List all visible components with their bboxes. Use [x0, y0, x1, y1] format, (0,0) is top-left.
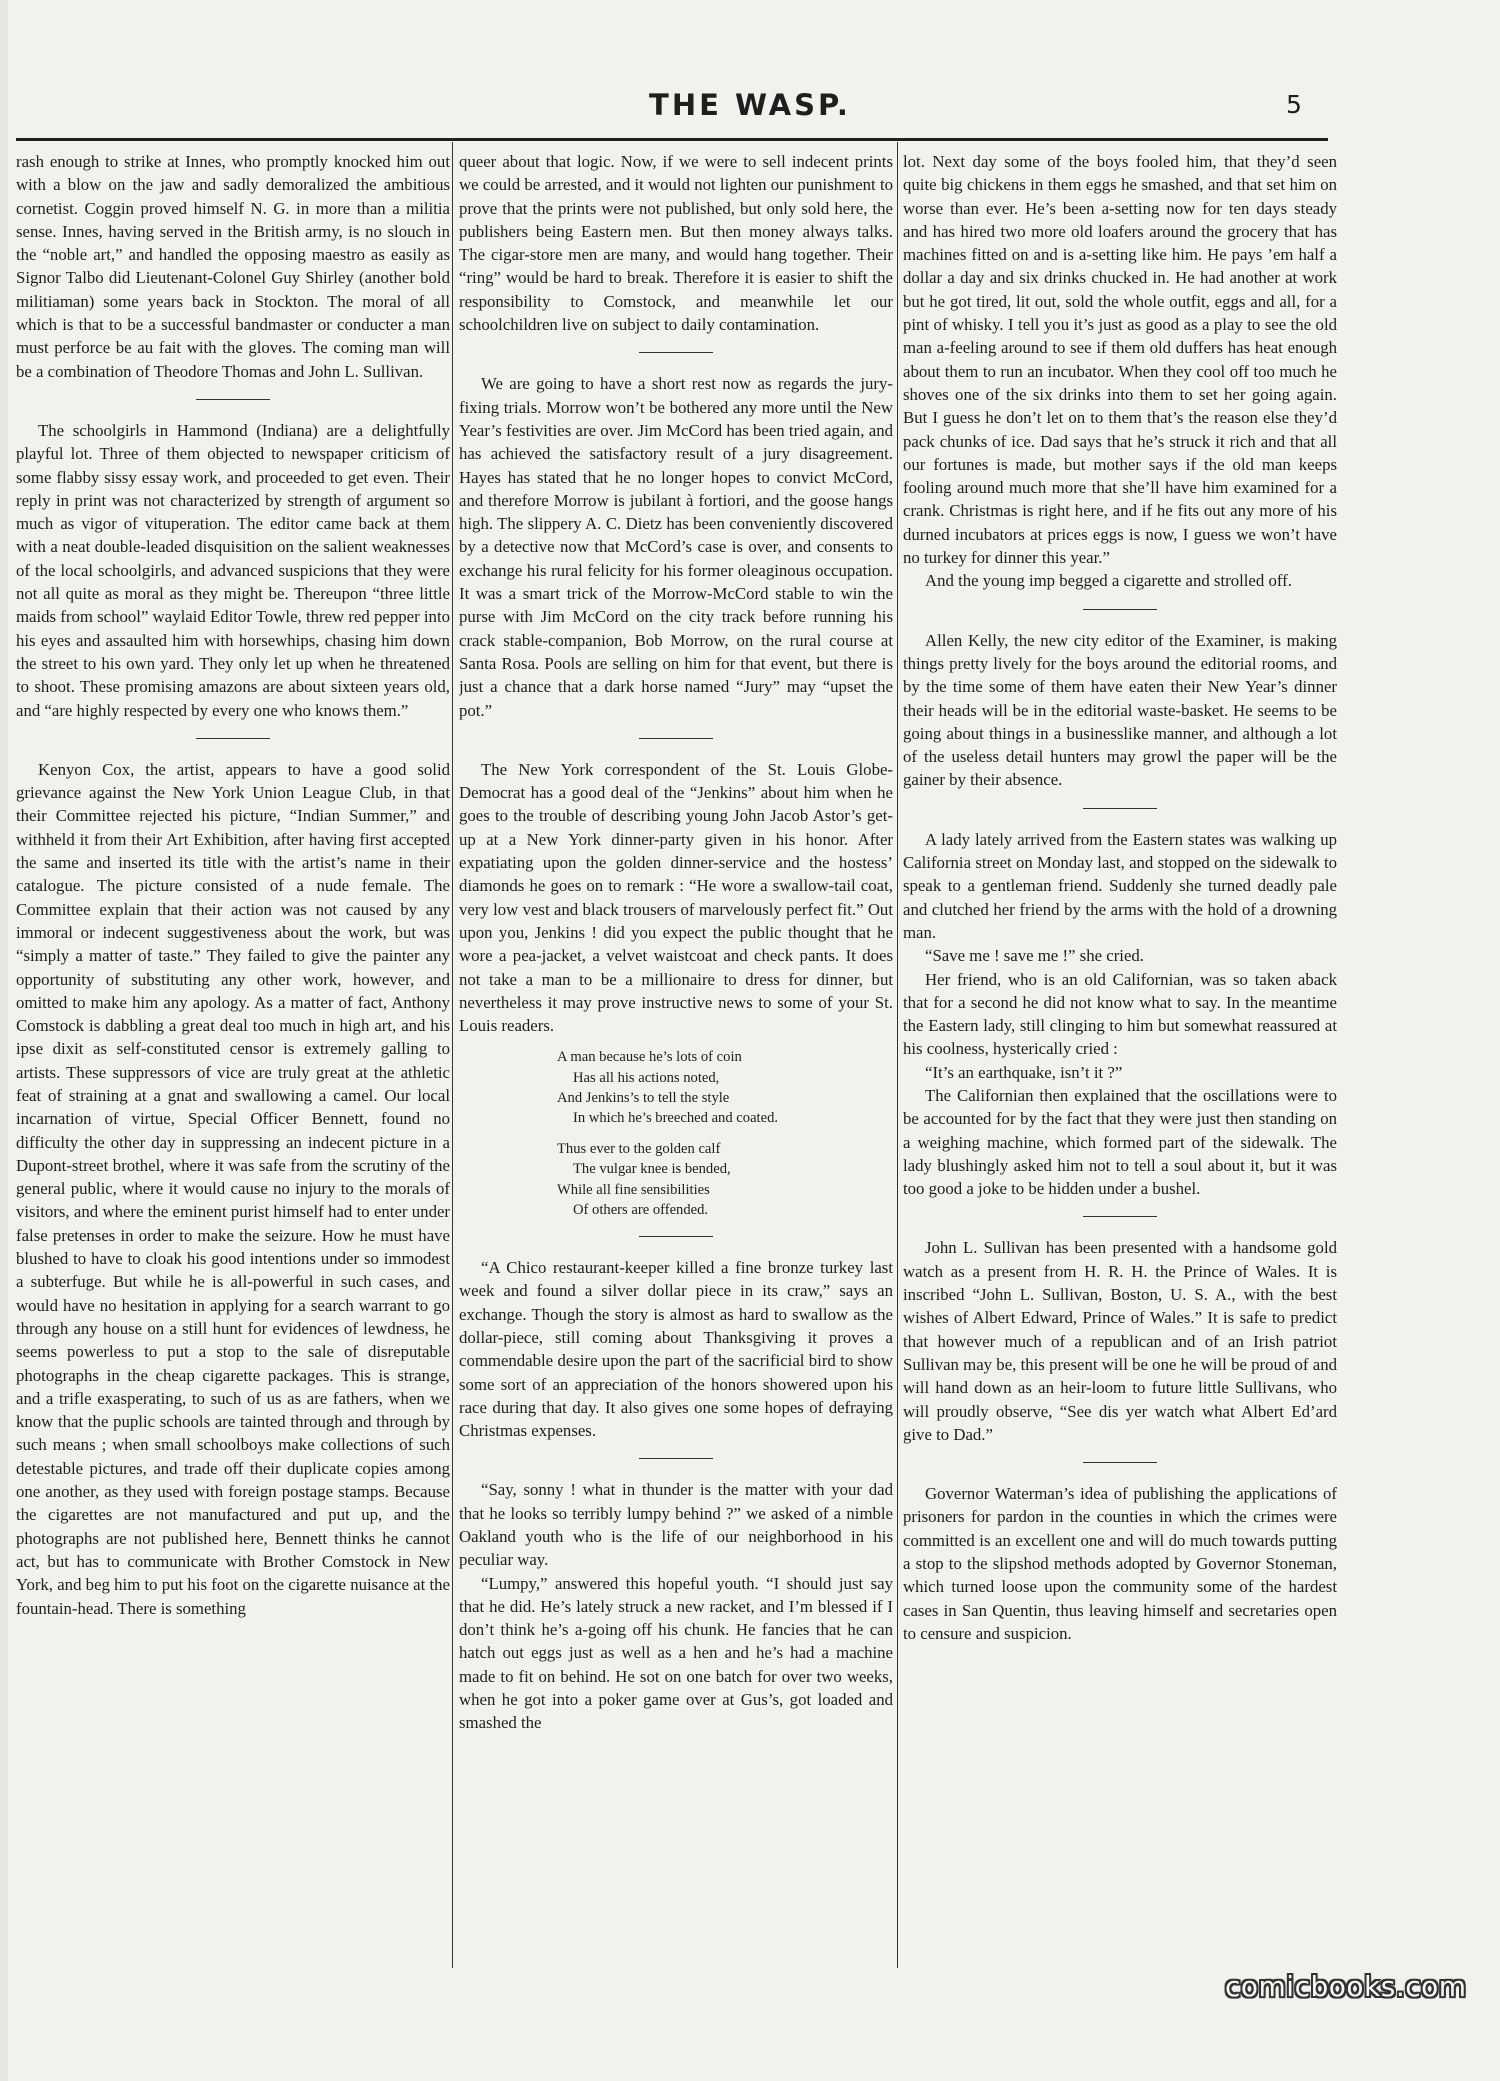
poem-line: In which he’s breeched and coated.: [573, 1110, 779, 1126]
article-separator: [196, 738, 270, 739]
article-separator: [1083, 1462, 1157, 1463]
header-rule: [16, 138, 1328, 141]
poem-line: Of others are offended.: [573, 1201, 709, 1218]
paragraph: “Say, sonny ! what in thunder is the matter with your dad that he looks so terribly lumpy behind ?” we asked of a nimble Oakland youth who is the life of our neighborhood in his peculiar way.: [459, 1480, 893, 1570]
paragraph: A lady lately arrived from the Eastern states was walking up California street on Monday last, and stopped on the sidewalk to speak to a gentleman friend. Suddenly she turned deadly pale and clutched her friend by the arms with the hold of a drowning man.: [903, 829, 1337, 942]
paragraph: “It’s an earthquake, isn’t it ?”: [925, 1062, 1123, 1082]
poem-line: Thus ever to the golden calf: [557, 1141, 721, 1158]
article: [16, 150, 450, 383]
article: [459, 150, 893, 336]
paragraph: Governor Waterman’s idea of publishing the applications of prisoners for pardon in the counties in which the crimes were committed is an excellent one and will do much towards putting a stop to the slipshod methods adopted by Governor Stoneman, which turned loose upon the community some of the hardest cases in San Quentin, thus leaving himself and secretaries open to censure and suspicion.: [903, 1484, 1337, 1643]
article: [16, 419, 450, 722]
paragraph: “Save me ! save me !” she cried.: [925, 946, 1144, 966]
article-separator: [1083, 609, 1157, 610]
article: [459, 758, 893, 1220]
article: [903, 1236, 1337, 1446]
article: [459, 1478, 893, 1734]
masthead: THE WASP.: [649, 88, 851, 122]
article: [903, 1482, 1337, 1645]
article-separator: [196, 399, 270, 400]
paragraph: The New York correspondent of the St. Louis Globe-Democrat has a good deal of the “Jenkins” about him when he goes to the trouble of describing young John Jacob Astor’s get-up at a New York dinner-party given in his honor. After expatiating upon the golden dinner-service and the hostess’ diamonds he goes on to remark : “He wore a swallow-tail coat, very low vest and black trousers of marvelously perfect fit.” Out upon you, Jenkins ! did you expect the public thought that he wore a pea-jacket, a velvet waistcoat and check pants. It does not take a man to be a millionaire to dress for dinner, but nevertheless it may prove instructive news to some of your St. Louis readers.: [459, 759, 893, 1036]
poem-line: The vulgar knee is bended,: [573, 1161, 731, 1178]
page-header: [0, 88, 1500, 128]
poem-line: And Jenkins’s to tell the style: [557, 1089, 730, 1106]
article: [16, 758, 450, 1620]
poem: [557, 1047, 893, 1220]
poem-stanza: [557, 1047, 893, 1128]
column-2: [459, 150, 893, 1975]
paragraph: “Lumpy,” answered this hopeful youth. “I should just say that he did. He’s lately struck a new racket, and I’m blessed if I don’t think he’s a-going off his chunk. He fancies that he can hatch out eggs just as well as a hen and he’s had a machine made to fit on behind. He sot on one batch for over two weeks, when he got into a poker game over at Gus’s, got loaded and smashed the: [459, 1573, 893, 1733]
column-3: [903, 150, 1337, 1975]
poem-stanza: [557, 1139, 893, 1220]
article: [903, 629, 1337, 792]
poem-line: While all fine sensibilities: [557, 1181, 710, 1198]
poem-line: A man because he’s lots of coin: [557, 1049, 742, 1066]
paragraph: John L. Sullivan has been presented with a handsome gold watch as a present from H. R. H. the Prince of Wales. It is inscribed “John L. Sullivan, Boston, U. S. A., with the best wishes of Albert Edward, Prince of Wales.” It is safe to predict that however much of a republican and of an Irish patriot Sullivan may be, this present will be one he will be proud of and will hand down as an heir-loom to future little Sullivans, who will proudly observe, “See dis yer watch what Albert Ed’ard give to Dad.”: [903, 1238, 1337, 1444]
poem-line: Has all his actions noted,: [573, 1069, 720, 1086]
watermark-logo: comicbooks.com: [1225, 1970, 1467, 2003]
paragraph: The schoolgirls in Hammond (Indiana) are a delightfully playful lot. Three of them objected to newspaper criticism of some flabby sissy essay work, and proceeded to get even. Their reply in print was not characterized by strength of argument so much as vigor of vituperation. The editor came back at them with a neat double-leaded disquisition on the salient weaknesses of the local schoolgirls, and advanced suspicions that they were not all quite as moral as they might be. Thereupon “three little maids from school” waylaid Editor Towle, threw red pepper into his eyes and assaulted him with horsewhips, chasing him down the street to his own yard. They only let up when he threatened to shoot. These promising amazons are about sixteen years old, and “are highly respected by every one who knows them.”: [16, 420, 450, 720]
paragraph: We are going to have a short rest now as regards the jury-fixing trials. Morrow won’t be bothered any more until the New Year’s festivities are over. Jim McCord has been tried again, and has achieved the satisfactory result of a jury disagreement. Hayes has stated that he no longer hopes to convict McCord, and therefore Morrow is jubilant à fortiori, and the goose hangs high. The slippery A. C. Dietz has been conveniently discovered by a detective now that McCord’s case is over, and consents to exchange his rural felicity for his former oleaginous occupation. It was a smart trick of the Morrow-McCord stable to win the purse with Jim McCord on the city track before running his crack stable-companion, Bob Morrow, on the rural course at Santa Rosa. Pools are selling on him for that event, but there is just a chance that a dark horse named “Jury” may “upset the pot.”: [459, 374, 893, 720]
paragraph: Kenyon Cox, the artist, appears to have a good solid grievance against the New York Union League Club, in that their Committee rejected his picture, “Indian Summer,” and withheld it from their Art Exhibition, after having first accepted the same and inserted its title with the artist’s name in their catalogue. The picture consisted of a nude female. The Committee explain that their action was not caused by any immoral or indecent suggestiveness about the work, but was “simply a matter of taste.” They failed to give the painter any opportunity of substituting any other work, however, and omitted to make him any apology. As a matter of fact, Anthony Comstock is dabbling a great deal too much in high art, and his ipse dixit as self-constituted censor is extremely galling to artists. These suppressors of vice are truly great at the athletic feat of straining at a gnat and swallowing a camel. Our local incarnation of virtue, Special Officer Bennett, found no difficulty the other day in suppressing an indecent picture in a Dupont-street brothel, where it was safe from the scrutiny of the general public, where it would cause no injury to the morals of visitors, and where the eminent purist himself had to enter under false pretenses in order to make the seizure. How he must have blushed to have to cloak his good intentions under so immodest a subterfuge. But while he is all-powerful in such cases, and would have no hesitation in applying for a search warrant to go through any house on a still hunt for evidences of lewdness, he seems powerless to put a stop to the sale of disreputable photographs in the cheap cigarette packages. This is strange, and a trifle exasperating, to such of us as are fathers, when we know that the puplic schools are tainted through and through by such means ; when small schoolboys make collections of such detestable pictures, and trade off their duplicate copies among one another, as they used with foreign postage stamps. Because the cigarettes are not manufactured and put up, and the photographs are not published here, Bennett thinks he cannot act, but has to communicate with Brother Comstock in New York, and beg him to put his foot on the cigarette nuisance at the fountain-head. There is something: [16, 759, 450, 1618]
paragraph: rash enough to strike at Innes, who promptly knocked him out with a blow on the jaw and sadly demoralized the ambitious cornetist. Coggin proved himself N. G. in more than a militia sense. Innes, having served in the British army, is no slouch in the “noble art,” and handled the opposing maestro as easily as Signor Talbo did Lieutenant-Colonel Guy Shirley (another bold militiaman) some years back in Stockton. The moral of all which is that to be a successful bandmaster or conducter a man must perforce be au fait with the gloves. The coming man will be a combination of Theodore Thomas and John L. Sullivan.: [16, 152, 450, 381]
column-1: [16, 150, 450, 1975]
page-number: 5: [1286, 90, 1302, 119]
article: [903, 828, 1337, 1201]
article-separator: [1083, 808, 1157, 809]
article: [459, 372, 893, 721]
scan-edge: [0, 0, 8, 2081]
article-separator: [639, 1458, 713, 1459]
article-separator: [639, 738, 713, 739]
column-divider-2: [897, 142, 898, 1968]
column-divider-1: [452, 142, 453, 1968]
paragraph: queer about that logic. Now, if we were to sell indecent prints we could be arrested, and it would not lighten our punishment to prove that the prints were not published, but only sold here, the publishers being Eastern men. But then money always talks. The cigar-store men are many, and would hang together. Their “ring” would be hard to break. Therefore it is easier to shift the responsibility to Comstock, and meanwhile let our schoolchildren live on subject to daily contamination.: [459, 152, 893, 335]
paragraph: The Californian then explained that the oscillations were to be accounted for by the fact that they were just then standing on a weighing machine, which formed part of the sidewalk. The lady blushingly asked him not to tell a soul about it, but it was too good a joke to be hidden under a bushel.: [903, 1085, 1337, 1199]
article-separator: [1083, 1216, 1157, 1217]
article-separator: [639, 352, 713, 353]
paragraph: lot. Next day some of the boys fooled him, that they’d seen quite big chickens in them eggs he smashed, and that set him on worse than ever. He’s been a-setting now for ten days steady and has hired two more old loafers around the grocery that has machines fitted on and is a-setting like him. He pays ’em half a dollar a day and six drinks chucked in. He had another at work but he got tired, lit out, sold the whole outfit, eggs and all, for a pint of whisky. I tell you it’s just as good as a play to see the old man a-feeling around to see if them old duffers has heat enough about them to run an incubator. When they cool off too much he shoves one of the six drinks into them to set her going again. But I guess he don’t let on to them that’s the reason else they’d pack chunks of ice. Dad says that he’s struck it rich and that all our fortunes is made, but mother says if the old man keeps fooling around much more that she’ll have him examined for a crank. Christmas is right here, and if he fits out any more of his durned incubators at prices eggs is now, I guess we won’t have no turkey for dinner this year.”: [903, 152, 1337, 568]
article-separator: [639, 1236, 713, 1237]
paragraph: Allen Kelly, the new city editor of the Examiner, is making things pretty lively for the boys around the editorial rooms, and by the time some of them have eaten their New Year’s dinner their heads will be in the editorial waste-basket. He seems to be going about things in a businesslike manner, and although a lot of the useless detail hunters may growl the paper will be the gainer by their absence.: [903, 630, 1337, 790]
paragraph: “A Chico restaurant-keeper killed a fine bronze turkey last week and found a silver dollar piece in its craw,” says an exchange. Though the story is almost as hard to swallow as the dollar-piece, still coming about Thanksgiving it proves a commendable desire upon the part of the sacrificial bird to show some sort of an appreciation of the honors showered upon his race during that day. It also gives one some hopes of defraying Christmas expenses.: [459, 1258, 893, 1441]
paragraph: And the young imp begged a cigarette and strolled off.: [925, 571, 1292, 591]
paragraph: Her friend, who is an old Californian, was so taken aback that for a second he did not know what to say. In the meantime the Eastern lady, still clinging to him but somewhat reassured at his coolness, hysterically cried :: [903, 969, 1337, 1059]
article: [903, 150, 1337, 593]
article: [459, 1256, 893, 1442]
